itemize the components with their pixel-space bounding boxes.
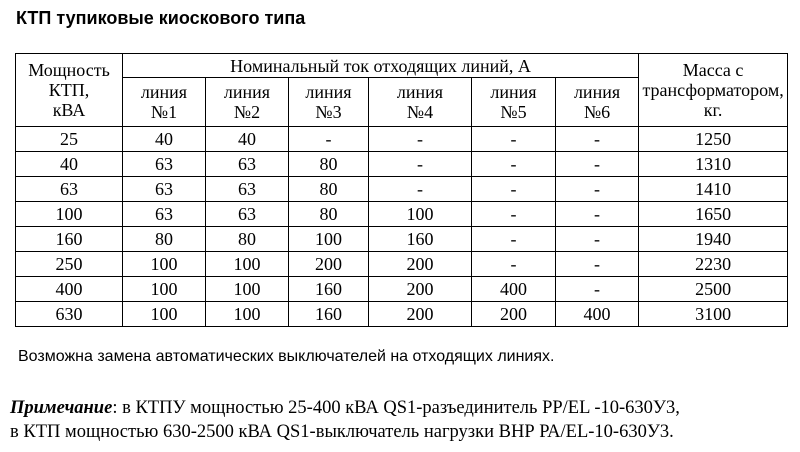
cell-line-4: - xyxy=(369,152,472,177)
cell-line-1: 63 xyxy=(123,202,206,227)
cell-line-5: 400 xyxy=(472,277,556,302)
cell-line-5: - xyxy=(472,177,556,202)
remark-text-1: : в КТПУ мощностью 25-400 кВА QS1-разъединитель РР/EL -10-630У3, xyxy=(112,398,680,418)
cell-line-6: - xyxy=(556,227,639,252)
table-row xyxy=(16,177,788,202)
cell-line-2: 63 xyxy=(206,152,289,177)
cell-line-2: 63 xyxy=(206,202,289,227)
cell-line-5: - xyxy=(472,152,556,177)
cell-line-3: 160 xyxy=(289,277,369,302)
header-line-5: линия №5 xyxy=(472,78,556,127)
table-row xyxy=(16,302,788,327)
cell-line-4: 200 xyxy=(369,252,472,277)
cell-line-5: - xyxy=(472,202,556,227)
cell-mass: 1410 xyxy=(639,177,788,202)
header-line-2: линия №2 xyxy=(206,78,289,127)
cell-line-1: 100 xyxy=(123,277,206,302)
ktp-spec-table xyxy=(15,53,788,327)
cell-mass: 2230 xyxy=(639,252,788,277)
header-mass: Масса с трансформатором, кг. xyxy=(639,54,788,127)
remark-line-1 xyxy=(10,396,680,420)
cell-mass: 1940 xyxy=(639,227,788,252)
cell-line-2: 63 xyxy=(206,177,289,202)
table-row xyxy=(16,252,788,277)
table-row xyxy=(16,127,788,152)
remark-label: Примечание xyxy=(10,398,113,418)
cell-power: 100 xyxy=(16,202,123,227)
remark-line-2: в КТП мощностью 630-2500 кВА QS1-выключатель нагрузки ВНР РА/EL-10-630У3. xyxy=(10,422,674,442)
replacement-note: Возможна замена автоматических выключателей на отходящих линиях. xyxy=(18,348,555,365)
cell-line-6: - xyxy=(556,277,639,302)
cell-line-1: 80 xyxy=(123,227,206,252)
cell-line-4: 100 xyxy=(369,202,472,227)
cell-line-6: - xyxy=(556,152,639,177)
cell-power: 160 xyxy=(16,227,123,252)
cell-line-1: 63 xyxy=(123,177,206,202)
table-row xyxy=(16,277,788,302)
cell-line-5: - xyxy=(472,127,556,152)
cell-power: 250 xyxy=(16,252,123,277)
cell-line-1: 100 xyxy=(123,302,206,327)
cell-line-3: 80 xyxy=(289,177,369,202)
cell-line-4: - xyxy=(369,177,472,202)
cell-line-4: 200 xyxy=(369,302,472,327)
cell-mass: 2500 xyxy=(639,277,788,302)
cell-line-2: 100 xyxy=(206,277,289,302)
cell-line-3: 80 xyxy=(289,202,369,227)
cell-line-5: 200 xyxy=(472,302,556,327)
cell-line-6: - xyxy=(556,127,639,152)
header-current: Номинальный ток отходящих линий, А xyxy=(123,54,639,78)
cell-mass: 1650 xyxy=(639,202,788,227)
table-row xyxy=(16,202,788,227)
header-line-6: линия №6 xyxy=(556,78,639,127)
cell-line-6: - xyxy=(556,202,639,227)
cell-line-5: - xyxy=(472,252,556,277)
cell-line-3: 100 xyxy=(289,227,369,252)
table-row xyxy=(16,227,788,252)
cell-mass: 1250 xyxy=(639,127,788,152)
cell-line-2: 40 xyxy=(206,127,289,152)
cell-line-3: 200 xyxy=(289,252,369,277)
cell-line-3: 80 xyxy=(289,152,369,177)
header-power: Мощность КТП, кВА xyxy=(16,54,123,127)
cell-line-4: - xyxy=(369,127,472,152)
cell-line-6: - xyxy=(556,252,639,277)
cell-power: 40 xyxy=(16,152,123,177)
header-line-3: линия №3 xyxy=(289,78,369,127)
cell-line-2: 80 xyxy=(206,227,289,252)
cell-line-4: 160 xyxy=(369,227,472,252)
cell-line-2: 100 xyxy=(206,252,289,277)
cell-line-1: 40 xyxy=(123,127,206,152)
cell-power: 25 xyxy=(16,127,123,152)
cell-line-2: 100 xyxy=(206,302,289,327)
cell-mass: 3100 xyxy=(639,302,788,327)
remark-block xyxy=(10,396,680,444)
page-title: КТП тупиковые киоскового типа xyxy=(16,8,306,28)
cell-power: 630 xyxy=(16,302,123,327)
header-line-4: линия №4 xyxy=(369,78,472,127)
cell-line-3: 160 xyxy=(289,302,369,327)
cell-line-4: 200 xyxy=(369,277,472,302)
header-line-1: линия №1 xyxy=(123,78,206,127)
cell-line-6: - xyxy=(556,177,639,202)
table-row xyxy=(16,152,788,177)
cell-mass: 1310 xyxy=(639,152,788,177)
cell-power: 400 xyxy=(16,277,123,302)
cell-power: 63 xyxy=(16,177,123,202)
cell-line-1: 100 xyxy=(123,252,206,277)
cell-line-5: - xyxy=(472,227,556,252)
cell-line-3: - xyxy=(289,127,369,152)
cell-line-6: 400 xyxy=(556,302,639,327)
cell-line-1: 63 xyxy=(123,152,206,177)
